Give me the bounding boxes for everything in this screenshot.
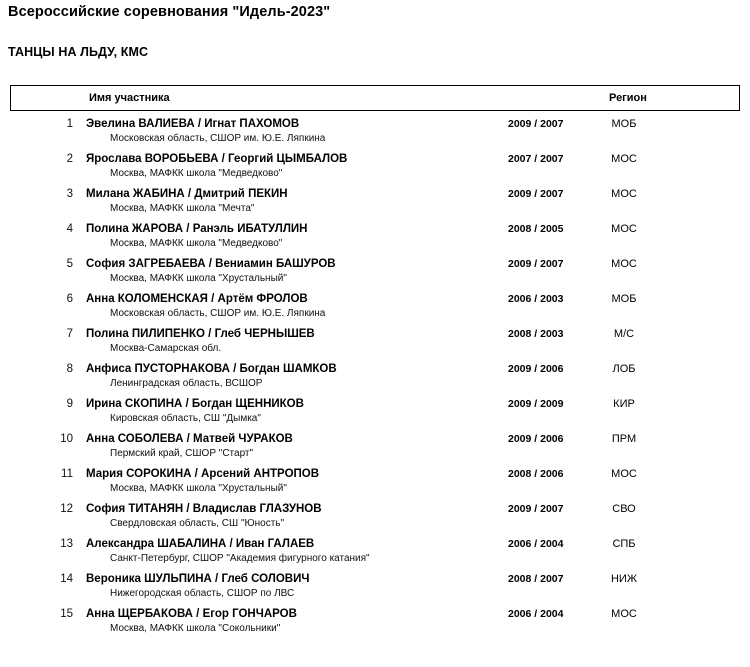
row-rank: 4: [66, 223, 73, 235]
row-region: МОС: [611, 153, 637, 165]
row-rank: 3: [66, 188, 73, 200]
table-header-row: [10, 85, 740, 111]
row-birth-years: 2009 / 2006: [508, 433, 564, 445]
table-row: [0, 358, 750, 393]
row-club: Москва, МАФКК школа "Хрустальный": [110, 273, 287, 284]
row-pair-names: Анна КОЛОМЕНСКАЯ / Артём ФРОЛОВ: [86, 293, 308, 305]
row-pair-names: София ТИТАНЯН / Владислав ГЛАЗУНОВ: [86, 503, 322, 515]
row-club: Москва, МАФКК школа "Медведково": [110, 238, 283, 249]
row-pair-names: Мария СОРОКИНА / Арсений АНТРОПОВ: [86, 468, 320, 480]
row-rank: 15: [60, 608, 73, 620]
row-birth-years: 2007 / 2007: [508, 153, 564, 165]
table-row: [0, 568, 750, 603]
row-pair-names: Анна ЩЕРБАКОВА / Егор ГОНЧАРОВ: [86, 608, 297, 620]
row-club: Московская область, СШОР им. Ю.Е. Ляпкина: [110, 133, 326, 144]
row-region: КИР: [613, 398, 635, 410]
row-region: МОБ: [611, 118, 637, 130]
row-rank: 9: [66, 398, 73, 410]
row-rank: 7: [66, 328, 73, 340]
row-club: Пермский край, СШОР "Старт": [110, 448, 254, 459]
row-birth-years: 2006 / 2004: [508, 608, 564, 620]
row-club: Москва, МАФКК школа "Мечта": [110, 203, 255, 214]
category-title: ТАНЦЫ НА ЛЬДУ, КМС: [8, 45, 149, 59]
row-club: Ленинградская область, ВСШОР: [110, 378, 263, 389]
table-row: [0, 113, 750, 148]
row-club: Москва-Самарская обл.: [110, 343, 222, 354]
table-row: [0, 393, 750, 428]
row-birth-years: 2008 / 2007: [508, 573, 564, 585]
row-birth-years: 2006 / 2004: [508, 538, 564, 550]
row-region: МОС: [611, 223, 637, 235]
table-row: [0, 498, 750, 533]
row-club: Москва, МАФКК школа "Хрустальный": [110, 483, 287, 494]
row-club: Москва, МАФКК школа "Медведково": [110, 168, 283, 179]
row-club: Свердловская область, СШ "Юность": [110, 518, 285, 529]
table-row: [0, 253, 750, 288]
row-region: НИЖ: [610, 573, 637, 585]
row-region: ЛОБ: [612, 363, 636, 375]
row-club: Нижегородская область, СШОР по ЛВС: [110, 588, 295, 599]
row-pair-names: Полина ПИЛИПЕНКО / Глеб ЧЕРНЫШЕВ: [86, 328, 315, 340]
row-rank: 6: [66, 293, 73, 305]
row-rank: 11: [61, 468, 73, 480]
row-region: МОС: [611, 258, 637, 270]
row-birth-years: 2008 / 2006: [508, 468, 564, 480]
table-row: [0, 463, 750, 498]
row-pair-names: Анфиса ПУСТОРНАКОВА / Богдан ШАМКОВ: [86, 363, 337, 375]
row-region: МОС: [611, 608, 637, 620]
table-row: [0, 288, 750, 323]
row-pair-names: София ЗАГРЕБАЕВА / Вениамин БАШУРОВ: [86, 258, 336, 270]
row-region: СПБ: [612, 538, 636, 550]
row-rank: 10: [60, 433, 73, 445]
row-region: МОБ: [611, 293, 637, 305]
row-region: СВО: [612, 503, 636, 515]
row-pair-names: Милана ЖАБИНА / Дмитрий ПЕКИН: [86, 188, 288, 200]
row-pair-names: Полина ЖАРОВА / Ранэль ИБАТУЛЛИН: [86, 223, 308, 235]
row-rank: 14: [60, 573, 73, 585]
table-row: [0, 428, 750, 463]
row-club: Санкт-Петербург, СШОР "Академия фигурного катания": [110, 553, 370, 564]
row-pair-names: Александра ШАБАЛИНА / Иван ГАЛАЕВ: [86, 538, 315, 550]
participants-list: [0, 113, 750, 638]
row-club: Московская область, СШОР им. Ю.Е. Ляпкина: [110, 308, 326, 319]
row-pair-names: Эвелина ВАЛИЕВА / Игнат ПАХОМОВ: [86, 118, 300, 130]
row-rank: 2: [66, 153, 73, 165]
row-region: ПРМ: [611, 433, 637, 445]
row-rank: 5: [66, 258, 73, 270]
row-birth-years: 2006 / 2003: [508, 293, 564, 305]
row-pair-names: Ярослава ВОРОБЬЕВА / Георгий ЦЫМБАЛОВ: [86, 153, 348, 165]
row-rank: 13: [60, 538, 73, 550]
event-title: Всероссийские соревнования "Идель-2023": [8, 4, 331, 20]
row-birth-years: 2009 / 2009: [508, 398, 564, 410]
row-rank: 12: [60, 503, 73, 515]
row-region: МОС: [611, 468, 637, 480]
row-rank: 8: [66, 363, 73, 375]
row-birth-years: 2009 / 2007: [508, 118, 564, 130]
table-row: [0, 323, 750, 358]
table-row: [0, 218, 750, 253]
row-birth-years: 2009 / 2007: [508, 188, 564, 200]
row-club: Кировская область, СШ "Дымка": [110, 413, 261, 424]
table-row: [0, 533, 750, 568]
row-birth-years: 2009 / 2006: [508, 363, 564, 375]
column-header-region: Регион: [609, 92, 647, 104]
row-pair-names: Вероника ШУЛЬПИНА / Глеб СОЛОВИЧ: [86, 573, 310, 585]
row-region: МОС: [611, 188, 637, 200]
row-rank: 1: [66, 118, 73, 130]
table-row: [0, 183, 750, 218]
row-club: Москва, МАФКК школа "Сокольники": [110, 623, 281, 634]
row-birth-years: 2008 / 2003: [508, 328, 564, 340]
table-row: [0, 148, 750, 183]
table-row: [0, 603, 750, 638]
column-header-name: Имя участника: [89, 92, 170, 104]
row-birth-years: 2009 / 2007: [508, 258, 564, 270]
row-birth-years: 2009 / 2007: [508, 503, 564, 515]
row-pair-names: Ирина СКОПИНА / Богдан ЩЕННИКОВ: [86, 398, 304, 410]
row-birth-years: 2008 / 2005: [508, 223, 564, 235]
row-region: М/С: [613, 328, 635, 340]
row-pair-names: Анна СОБОЛЕВА / Матвей ЧУРАКОВ: [86, 433, 293, 445]
